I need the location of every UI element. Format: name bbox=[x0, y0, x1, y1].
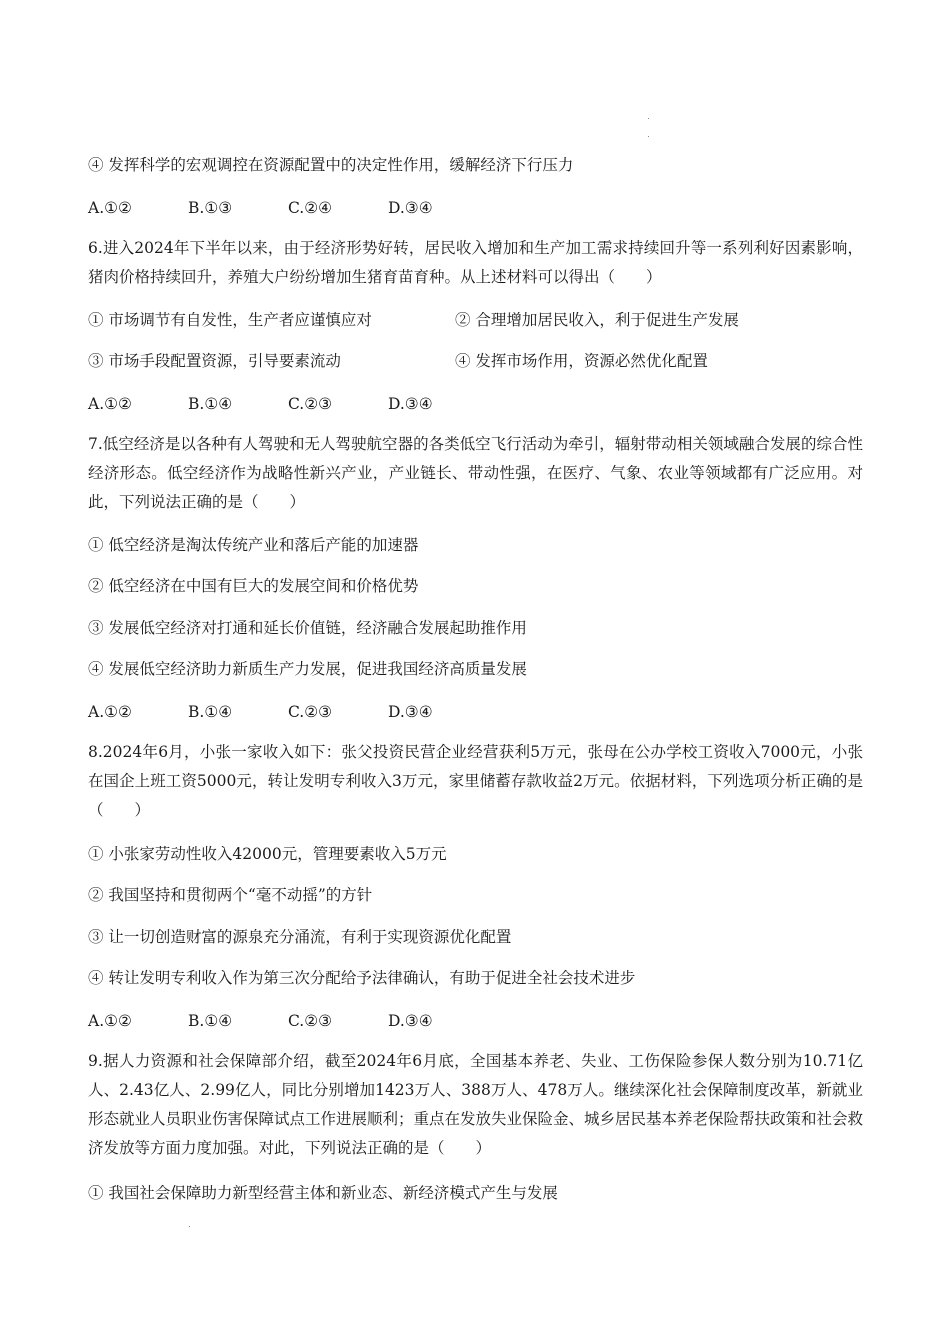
q8-answers bbox=[88, 1011, 488, 1031]
answer-a: A.①② bbox=[88, 1012, 132, 1030]
answer-c: C.②③ bbox=[288, 703, 333, 721]
answer-c: C.②③ bbox=[288, 1012, 333, 1030]
q6-stem: 6.进入2024年下半年以来，由于经济形势好转，居民收入增加和生产加工需求持续回升等一系列利好因素影响，猪肉价格持续回升，养殖大户纷纷增加生猪育苗育种。从上述材料可以得出（ ） bbox=[88, 239, 863, 286]
q7-stem: 7.低空经济是以各种有人驾驶和无人驾驶航空器的各类低空飞行活动为牵引，辐射带动相关领域融合发展的综合性经济形态。低空经济作为战略性新兴产业，产业链长、带动性强，在医疗、气象、农业等领域都有广泛应用。对此，下列说法正确的是（ ） bbox=[88, 435, 863, 511]
q7-option-2: ② 低空经济在中国有巨大的发展空间和价格优势 bbox=[88, 577, 419, 595]
answer-b: B.①④ bbox=[188, 1012, 233, 1030]
q7-answers bbox=[88, 702, 488, 722]
answer-d: D.③④ bbox=[388, 703, 433, 721]
answer-b: B.①④ bbox=[188, 395, 233, 413]
q7-option-1: ① 低空经济是淘汰传统产业和落后产能的加速器 bbox=[88, 536, 419, 554]
answer-b: B.①③ bbox=[188, 199, 233, 217]
scan-dot bbox=[648, 118, 649, 119]
answer-a: A.①② bbox=[88, 703, 132, 721]
q7-option-3: ③ 发展低空经济对打通和延长价值链，经济融合发展起助推作用 bbox=[88, 619, 527, 637]
q5-answers bbox=[88, 198, 488, 218]
q6-option-3: ③ 市场手段配置资源，引导要素流动 bbox=[88, 352, 341, 370]
answer-b: B.①④ bbox=[188, 703, 233, 721]
answer-c: C.②④ bbox=[288, 199, 333, 217]
q6-answers bbox=[88, 394, 488, 414]
q5-option-4: ④ 发挥科学的宏观调控在资源配置中的决定性作用，缓解经济下行压力 bbox=[88, 156, 574, 174]
answer-a: A.①② bbox=[88, 395, 132, 413]
q8-option-1: ① 小张家劳动性收入42000元，管理要素收入5万元 bbox=[88, 845, 447, 863]
scan-dot bbox=[648, 136, 649, 137]
q6-option-2: ② 合理增加居民收入，利于促进生产发展 bbox=[455, 311, 739, 329]
answer-a: A.①② bbox=[88, 199, 132, 217]
scan-dot bbox=[189, 1226, 190, 1227]
q8-option-2: ② 我国坚持和贯彻两个“毫不动摇”的方针 bbox=[88, 886, 373, 904]
q6-option-4: ④ 发挥市场作用，资源必然优化配置 bbox=[455, 352, 708, 370]
q6-option-1: ① 市场调节有自发性，生产者应谨慎应对 bbox=[88, 311, 372, 329]
answer-c: C.②③ bbox=[288, 395, 333, 413]
answer-d: D.③④ bbox=[388, 395, 433, 413]
q8-option-4: ④ 转让发明专利收入作为第三次分配给予法律确认，有助于促进全社会技术进步 bbox=[88, 969, 636, 987]
q7-option-4: ④ 发展低空经济助力新质生产力发展，促进我国经济高质量发展 bbox=[88, 660, 527, 678]
answer-d: D.③④ bbox=[388, 199, 433, 217]
q8-option-3: ③ 让一切创造财富的源泉充分涌流，有利于实现资源优化配置 bbox=[88, 928, 512, 946]
q8-stem: 8.2024年6月，小张一家收入如下：张父投资民营企业经营获利5万元，张母在公办学校工资收入7000元，小张在国企上班工资5000元，转让发明专利收入3万元，家里储蓄存款收益2万元。依据材料，下列选项分析正确的是（ ） bbox=[88, 743, 863, 819]
q9-stem: 9.据人力资源和社会保障部介绍，截至2024年6月底，全国基本养老、失业、工伤保险参保人数分别为10.71亿人、2.43亿人、2.99亿人，同比分别增加1423万人、388万人、478万人。继续深化社会保障制度改革，新就业形态就业人员职业伤害保障试点工作进展顺利；重点在发放失业保险金、城乡居民基本养老保险帮扶政策和社会救济发放等方面力度加强。对此，下列说法正确的是（ ） bbox=[88, 1052, 864, 1157]
q9-option-1: ① 我国社会保障助力新型经营主体和新业态、新经济模式产生与发展 bbox=[88, 1184, 558, 1202]
answer-d: D.③④ bbox=[388, 1012, 433, 1030]
